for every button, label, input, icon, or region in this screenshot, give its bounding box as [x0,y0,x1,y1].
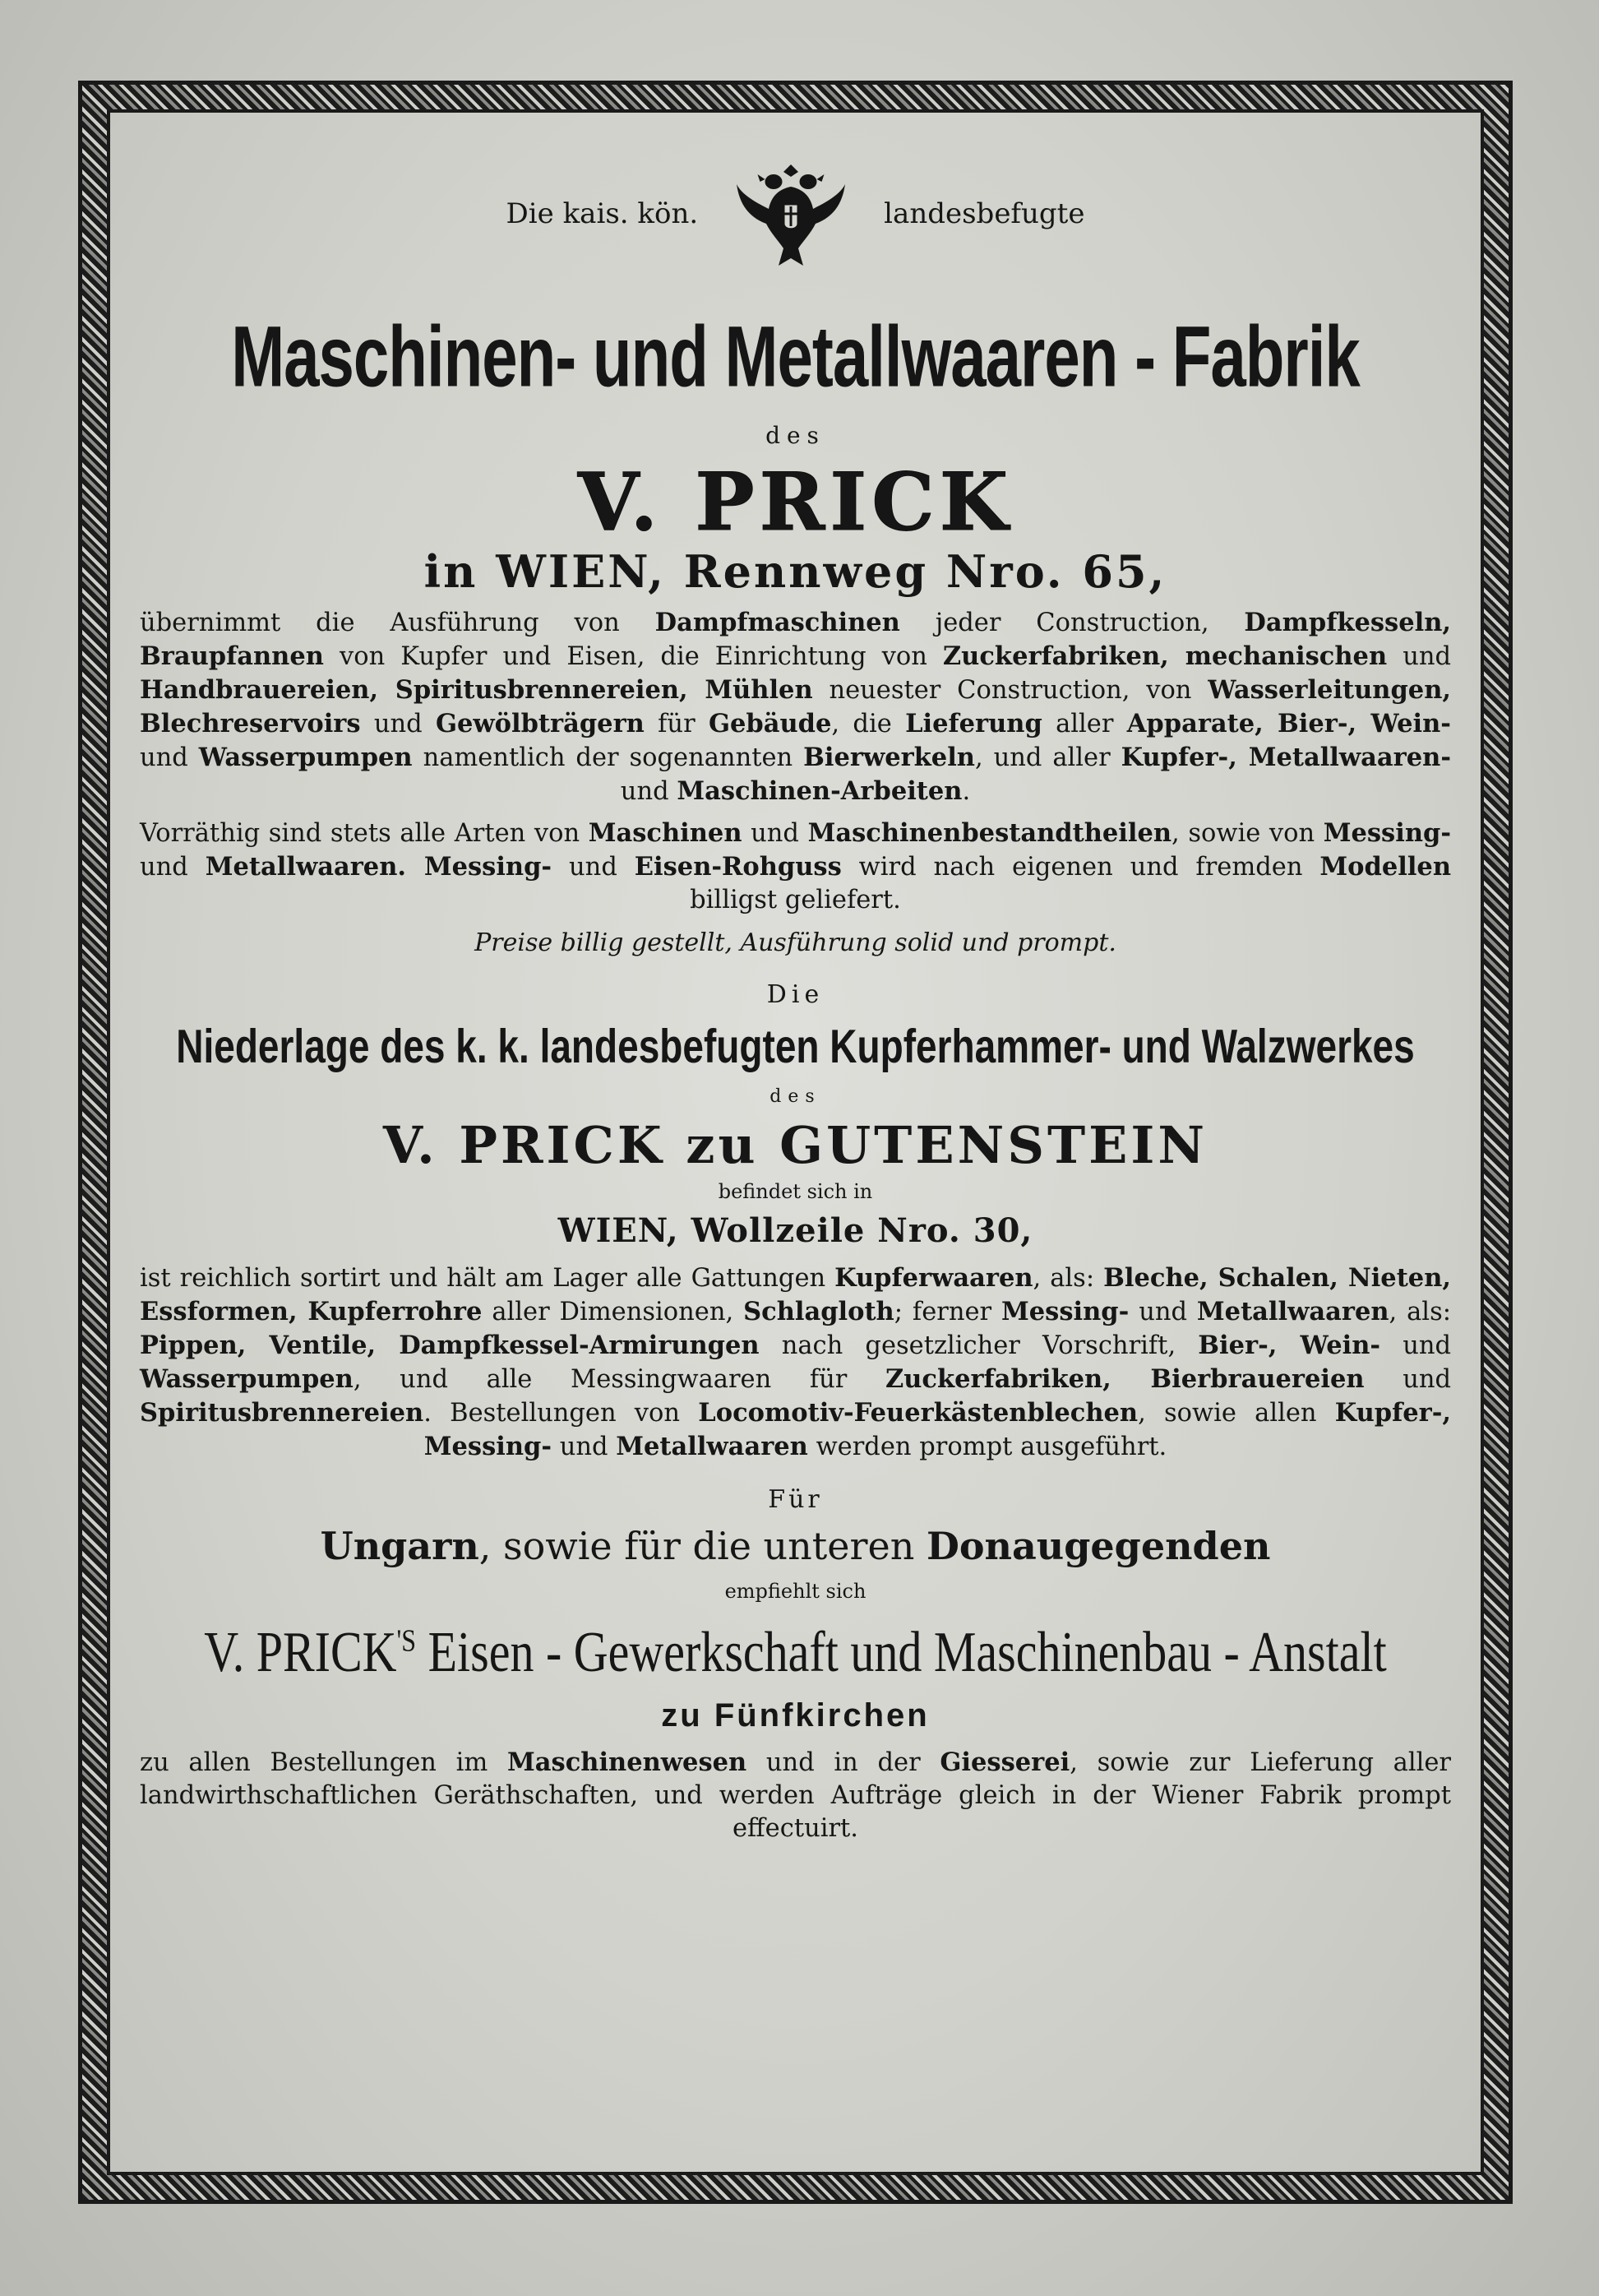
second-title: Niederlage des k. k. landesbefugten Kupferhammer- und Walzwerkes [176,1019,1415,1073]
fur-label: Für [768,1485,823,1514]
des-label: des [765,422,825,449]
die-label: Die [766,980,825,1009]
pricing-note: Preise billig gestellt, Ausführung solid und prompt. [474,928,1116,957]
stock-paragraph: Vorräthig sind stets alle Arten von Maschinen und Maschinenbestandtheilen, sowie von Messing- und Metallwaaren. Messing- und Eisen-Rohguss wird nach eigenen und fremden Modellen billigst geliefert. [140,818,1452,914]
double-headed-eagle-icon [729,152,853,275]
ironworks-title: V. $PRICK^{'S}$ Eisen - Gewerkschaft und Maschinenbau - Anstalt [204,1619,1387,1684]
advertisement-content [132,156,1459,1845]
services-paragraph: übernimmt die Ausführung von Dampfmaschinen jeder Construction, Dampfkesseln, Braupfannen von Kupfer und Eisen, die Einrichtung von Zuckerfabriken, mechanischen und Handbrauereien, Spiritusbrennereien, Mühlen neuester Construction, von Wasserleitungen, Blechreservoirs und Gewölbträgern für Gebäude, die Lieferung aller Apparate, Bier-, Wein- und Wasserpumpen namentlich der sogenannten Bierwerkeln, und aller Kupfer-, Metallwaaren- und Maschinen-Arbeiten. [140,608,1452,806]
header-row [132,156,1459,271]
funfkirchen-location: zu Fünfkirchen [661,1697,930,1734]
vienna-address-wollzeile: WIEN, Wollzeile Nro. 30, [557,1211,1033,1250]
main-title: Maschinen- und Metallwaaren - Fabrik [231,307,1360,405]
header-left-text: Die kais. kön. [506,197,699,230]
header-right-text: landesbefugte [884,197,1085,230]
befindet-label: befindet sich in [718,1180,873,1203]
empfiehlt-label: empfiehlt sich [724,1580,867,1603]
des-label-2: des [769,1086,821,1107]
hungary-line: Ungarn, sowie für die unteren Donaugegenden [320,1524,1271,1568]
owner-location: V. PRICK zu GUTENSTEIN [382,1115,1208,1175]
orders-paragraph: zu allen Bestellungen im Maschinenwesen und in der Giesserei, sowie zur Lieferung aller landwirthschaftlichen Geräthschaften, und werden Aufträge gleich in der Wiener Fabrik prompt effectuirt. [140,1747,1452,1843]
vienna-address-rennweg: in WIEN, Rennweg Nro. 65, [423,545,1167,598]
owner-name: V. PRICK [577,456,1014,549]
warehouse-paragraph: ist reichlich sortirt und hält am Lager alle Gattungen Kupferwaaren, als: Bleche, Schalen, Nieten, Essformen, Kupferrohre aller Dimensionen, Schlagloth; ferner Messing- und Metallwaaren, als: Pippen, Ventile, Dampfkessel-Armirungen nach gesetzlicher Vorschrift, Bier-, Wein- und Wasserpumpen, und alle Messingwaaren für Zuckerfabriken, Bierbrauereien und Spiritusbrennereien. Bestellungen von Locomotiv-Feuerkästenblechen, sowie allen Kupfer-, Messing- und Metallwaaren werden prompt ausgeführt. [140,1263,1452,1461]
